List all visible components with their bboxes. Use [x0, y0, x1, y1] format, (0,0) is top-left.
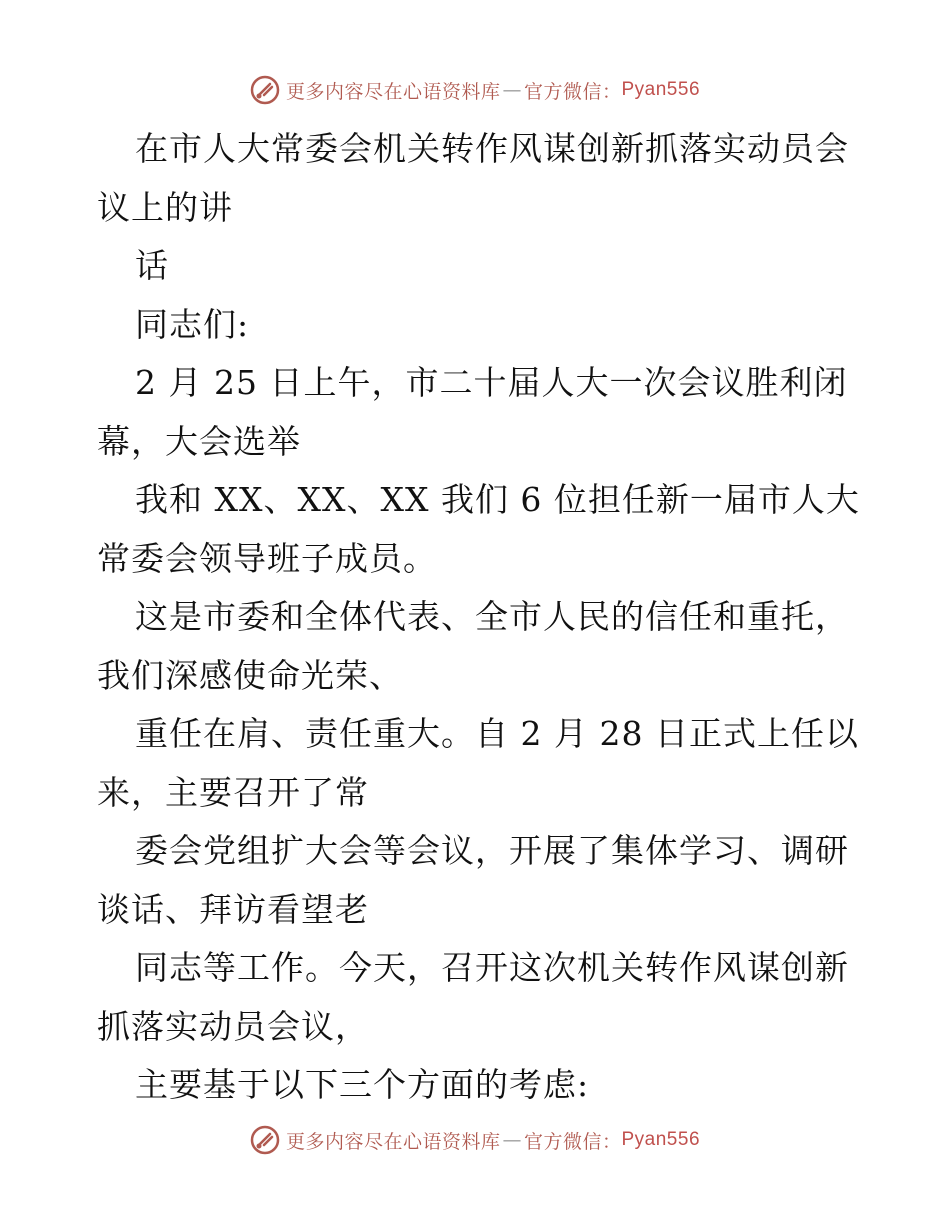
- paragraph-line: 主要基于以下三个方面的考虑:: [135, 1065, 590, 1104]
- title-line-2: 议上的讲: [97, 187, 233, 227]
- paragraph-line: 抓落实动员会议，: [97, 1006, 369, 1046]
- banner-text: 更多内容尽在心语资料库: [285, 80, 501, 103]
- title-line-1: 在市人大常委会机关转作风谋创新抓落实动员会: [135, 129, 849, 168]
- banner-separator: —: [502, 79, 522, 101]
- banner-wechat-id: Pyan556: [621, 79, 701, 100]
- paragraph-line: 幕，大会选举: [97, 421, 301, 461]
- paragraph-line: 2 月 25 日上午，市二十届人大一次会议胜利闭: [135, 363, 848, 402]
- paragraph-line: 来，主要召开了常: [97, 772, 369, 812]
- document-body: [97, 120, 860, 1115]
- banner-separator: —: [502, 1129, 522, 1151]
- header-watermark: [0, 70, 950, 110]
- salutation: 同志们:: [135, 304, 250, 344]
- paragraph-line: 我们深感使命光荣、: [97, 655, 403, 695]
- banner-wechat-label: 官方微信：: [523, 1130, 622, 1153]
- title-line-3: 话: [135, 246, 169, 285]
- logo-icon: [250, 1125, 280, 1155]
- banner-wechat-label: 官方微信：: [523, 80, 622, 103]
- footer-watermark: [0, 1120, 950, 1160]
- paragraph-line: 重任在肩、责任重大。自 2 月 28 日正式上任以: [135, 714, 859, 753]
- logo-icon: [250, 75, 280, 105]
- paragraph-line: 我和 XX、XX、XX 我们 6 位担任新一届市人大: [135, 480, 860, 519]
- paragraph-line: 这是市委和全体代表、全市人民的信任和重托，: [135, 597, 849, 636]
- paragraph-line: 谈话、拜访看望老: [97, 889, 369, 929]
- paragraph-line: 同志等工作。今天，召开这次机关转作风谋创新: [135, 948, 849, 987]
- paragraph-line: 常委会领导班子成员。: [97, 538, 437, 578]
- paragraph-line: 委会党组扩大会等会议，开展了集体学习、调研: [135, 831, 849, 870]
- banner-text: 更多内容尽在心语资料库: [285, 1130, 501, 1153]
- banner-wechat-id: Pyan556: [621, 1129, 701, 1150]
